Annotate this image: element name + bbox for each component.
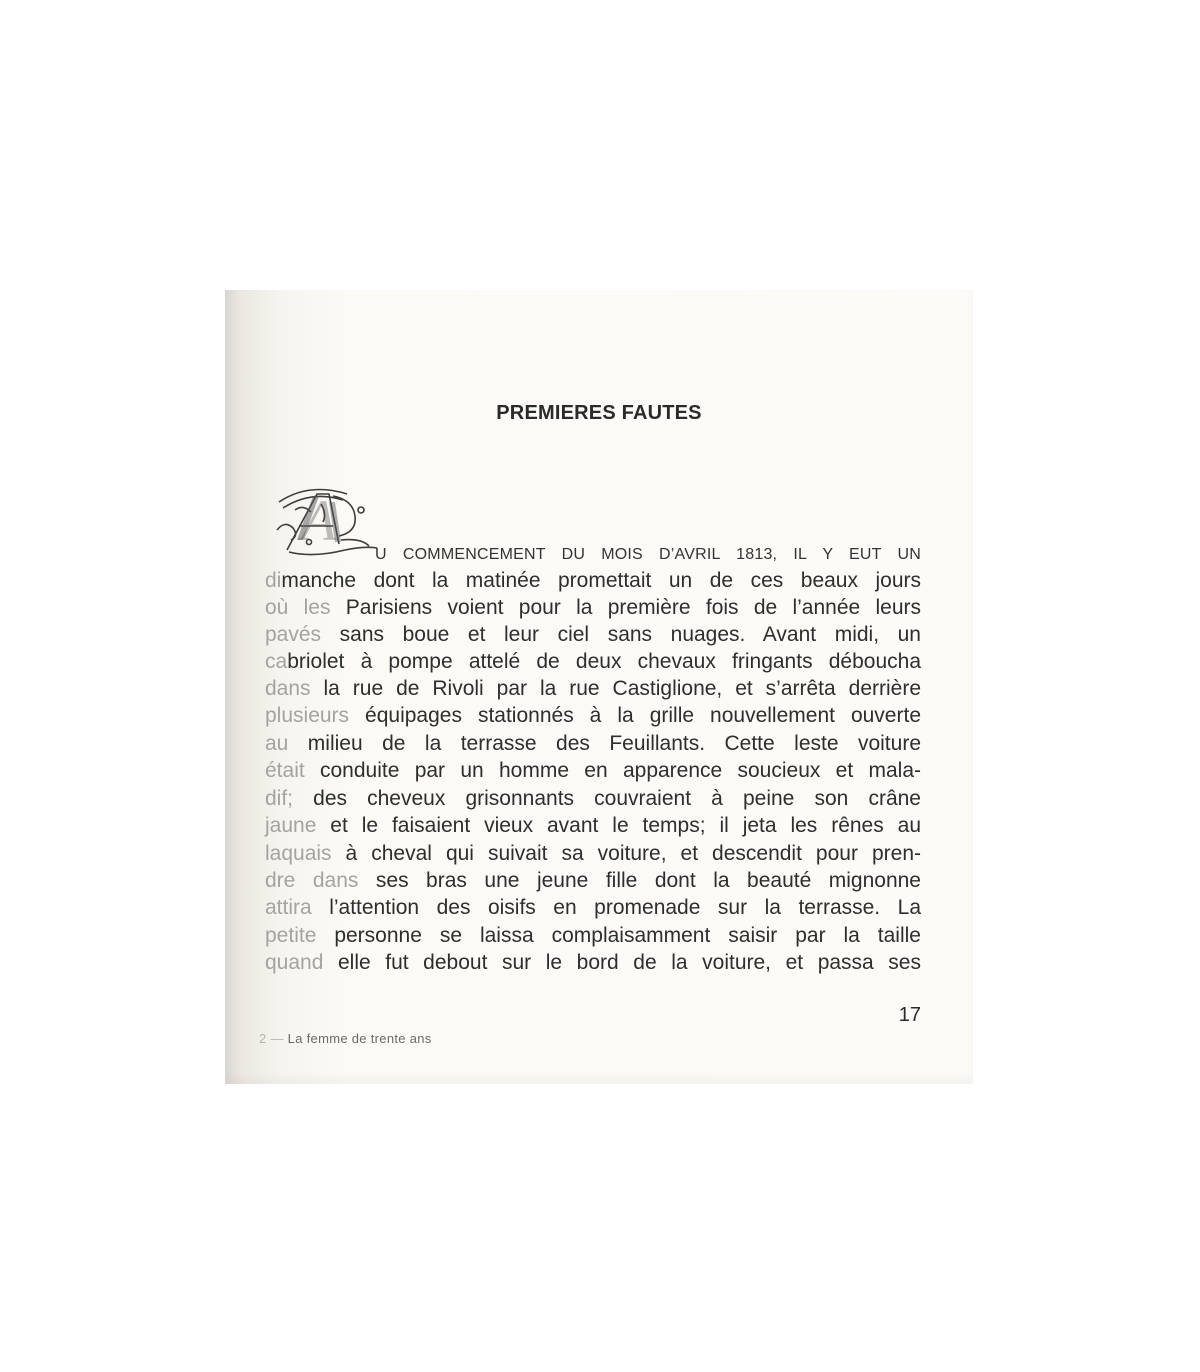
- signature-mark: 2 —: [259, 1031, 284, 1046]
- text-line: attira l’attention des oisifs en promenade sur la terrasse. La: [265, 896, 921, 919]
- dropcap-letter: A: [301, 488, 337, 553]
- text-line: plusieurs équipages stationnés à la grille nouvellement ouverte: [265, 704, 921, 727]
- text-line: au milieu de la terrasse des Feuillants. Cette leste voiture: [265, 732, 921, 755]
- chapter-title: PREMIERES FAUTES: [496, 402, 702, 424]
- text-line: cabriolet à pompe attelé de deux chevaux fringants déboucha: [265, 650, 921, 673]
- text-line: dimanche dont la matinée promettait un de ces beaux jours: [265, 569, 921, 592]
- text-line: pavés sans boue et leur ciel sans nuages. Avant midi, un: [265, 623, 921, 646]
- page-number: 17: [898, 1004, 921, 1026]
- text-line: dans la rue de Rivoli par la rue Castiglione, et s’arrêta derrière: [265, 677, 921, 700]
- signature-line: [259, 1031, 432, 1046]
- text-line: où les Parisiens voient pour la première fois de l’année leurs: [265, 596, 921, 619]
- first-line: U COMMENCEMENT DU MOIS D’AVRIL 1813, IL Y EUT UN: [375, 546, 921, 563]
- text-line: jaune et le faisaient vieux avant le temps; il jeta les rênes au: [265, 814, 921, 837]
- book-page: [225, 290, 973, 1084]
- text-line: dif; des cheveux grisonnants couvraient à peine son crâne: [265, 787, 921, 810]
- ornamental-dropcap-icon: [269, 480, 381, 560]
- text-line: était conduite par un homme en apparence soucieux et mala-: [265, 759, 921, 782]
- text-line: dre dans ses bras une jeune fille dont la beauté mignonne: [265, 869, 921, 892]
- text-line: quand elle fut debout sur le bord de la voiture, et passa ses: [265, 951, 921, 974]
- signature-text: La femme de trente ans: [283, 1031, 432, 1046]
- text-line: laquais à cheval qui suivait sa voiture, et descendit pour pren-: [265, 842, 921, 865]
- text-line: petite personne se laissa complaisamment saisir par la taille: [265, 924, 921, 947]
